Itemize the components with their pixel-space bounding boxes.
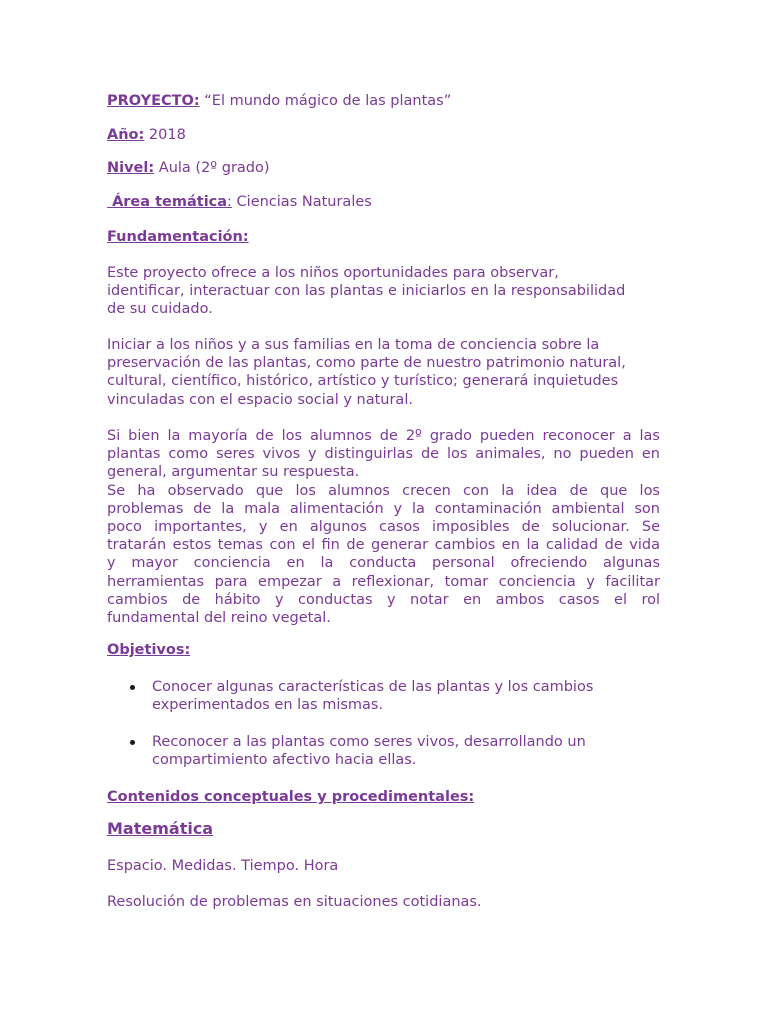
paragraph-line: cambios de hábito y conductas y notar en ambos casos el rol bbox=[107, 591, 660, 608]
objetivos-heading-text: Objetivos: bbox=[107, 642, 191, 658]
area-value: Ciencias Naturales bbox=[236, 194, 372, 210]
objective-line: compartimiento afectivo hacia ellas. bbox=[152, 752, 417, 769]
area-label: Área temática bbox=[112, 194, 228, 210]
paragraph-1 bbox=[107, 264, 660, 319]
area-colon: : bbox=[227, 194, 232, 210]
objective-line: Conocer algunas características de las plantas y los cambios bbox=[152, 679, 594, 695]
paragraph-line: tratarán estos temas con el fin de generar cambios en la calidad de vida bbox=[107, 537, 660, 554]
year-label: Año: bbox=[107, 127, 145, 143]
level-label: Nivel: bbox=[107, 160, 155, 176]
paragraph-line: poco importantes, y en algunos casos imposibles de solucionar. Se bbox=[107, 519, 660, 536]
objective-line: experimentados en las mismas. bbox=[152, 697, 384, 714]
paragraph-line: y mayor conciencia en la conducta personal ofreciendo algunas bbox=[107, 555, 660, 572]
paragraph-line: identificar, interactuar con las plantas e iniciarlos en la responsabilidad bbox=[107, 283, 626, 300]
matematica-heading-text: Matemática bbox=[107, 819, 214, 838]
matematica-heading bbox=[107, 820, 213, 838]
paragraph-line: cultural, científico, histórico, artístico y turístico; generará inquietudes bbox=[107, 373, 619, 390]
paragraph-line: Se ha observado que los alumnos crecen con la idea de que los bbox=[107, 482, 660, 499]
bullet-icon bbox=[130, 685, 135, 690]
project-value: “El mundo mágico de las plantas” bbox=[204, 93, 452, 109]
paragraph-line: de su cuidado. bbox=[107, 301, 213, 318]
paragraph-line: Si bien la mayoría de los alumnos de 2º grado pueden reconocer a las bbox=[107, 428, 660, 444]
project-label: PROYECTO: bbox=[107, 93, 200, 109]
paragraph-line: preservación de las plantas, como parte de nuestro patrimonio natural, bbox=[107, 355, 626, 372]
matematica-line-2: Resolución de problemas en situaciones cotidianas. bbox=[107, 894, 482, 910]
area-line bbox=[107, 193, 372, 211]
matematica-line-1: Espacio. Medidas. Tiempo. Hora bbox=[107, 858, 339, 874]
fundamentacion-heading bbox=[107, 228, 249, 246]
contenidos-heading bbox=[107, 788, 474, 806]
paragraph-line: problemas de la mala alimentación y la contaminación ambiental son bbox=[107, 500, 660, 517]
paragraph-line: herramientas para empezar a reflexionar, tomar conciencia y facilitar bbox=[107, 573, 660, 590]
paragraph-line: plantas como seres vivos y distinguirlas de los animales, no pueden en bbox=[107, 446, 660, 463]
paragraph-line: general, argumentar su respuesta. bbox=[107, 464, 360, 481]
paragraph-3 bbox=[107, 427, 660, 627]
paragraph-line: fundamental del reino vegetal. bbox=[107, 610, 331, 627]
fundamentacion-heading-text: Fundamentación: bbox=[107, 229, 249, 245]
paragraph-line: Este proyecto ofrece a los niños oportunidades para observar, bbox=[107, 265, 559, 281]
level-line bbox=[107, 159, 270, 177]
bullet-icon bbox=[130, 740, 135, 745]
paragraph-2 bbox=[107, 336, 660, 409]
paragraph-line: Iniciar a los niños y a sus familias en la toma de conciencia sobre la bbox=[107, 337, 600, 353]
level-value: Aula (2º grado) bbox=[158, 160, 270, 176]
objetivos-heading bbox=[107, 641, 190, 659]
contenidos-heading-text: Contenidos conceptuales y procedimentales: bbox=[107, 789, 475, 805]
year-value: 2018 bbox=[148, 127, 186, 143]
objective-line: Reconocer a las plantas como seres vivos, desarrollando un bbox=[152, 734, 586, 750]
paragraph-line: vinculadas con el espacio social y natural. bbox=[107, 391, 413, 408]
project-line bbox=[107, 92, 451, 110]
year-line bbox=[107, 126, 186, 144]
